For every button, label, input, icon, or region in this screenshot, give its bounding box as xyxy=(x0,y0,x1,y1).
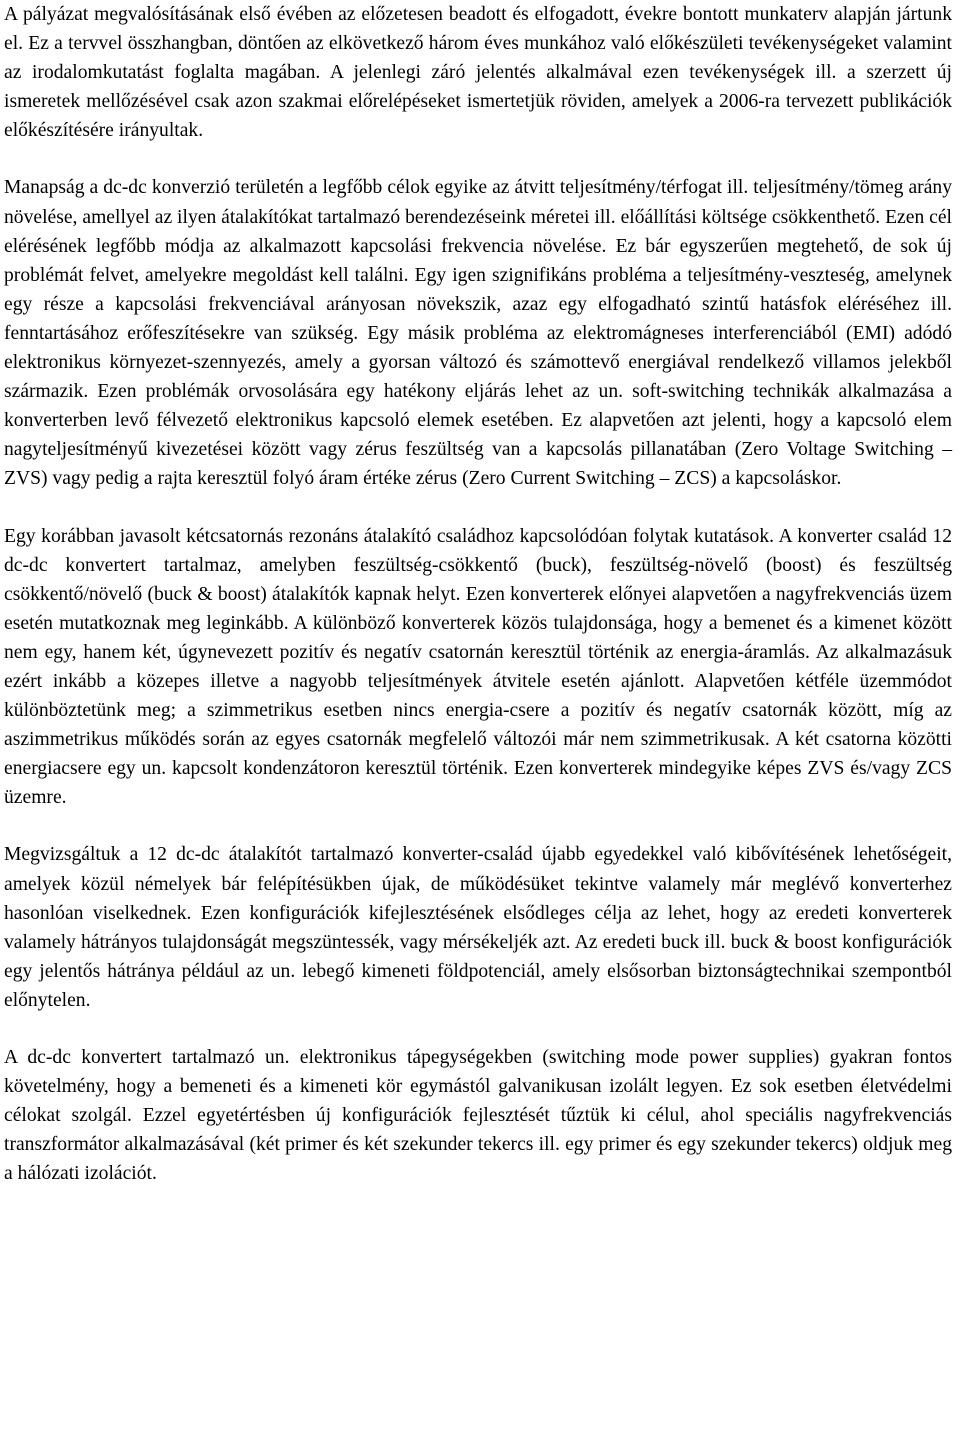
paragraph-5: A dc-dc konvertert tartalmazó un. elektronikus tápegységekben (switching mode power supplies) gyakran fontos követelmény, hogy a bemeneti és a kimeneti kör egymástól galvanikusan izolált legyen. Ez sok esetben életvédelmi célokat szolgál. Ezzel egyetértésben új konfigurációk fejlesztését tűztük ki célul, ahol speciális nagyfrekvenciás transzformátor alkalmazásával (két primer és két szekunder tekercs ill. egy primer és egy szekunder tekercs) oldjuk meg a hálózati izolációt. xyxy=(4,1047,952,1185)
paragraph-3: Egy korábban javasolt kétcsatornás rezonáns átalakító családhoz kapcsolódóan folytak kutatások. A konverter család 12 dc-dc konvertert tartalmaz, amelyben feszültség-csökkentő (buck), feszültség-növelő (boost) és feszültség csökkentő/növelő (buck & boost) átalakítók kapnak helyt. Ezen konverterek előnyei alapvetően a nagyfrekvenciás üzem esetén mutatkoznak meg leginkább. A különböző konverterek közös tulajdonsága, hogy a bemenet és a kimenet között nem egy, hanem két, úgynevezett pozitív és negatív csatornán keresztül történik az energia-áramlás. Az alkalmazásuk ezért inkább a közepes illetve a nagyobb teljesítmények átvitele esetén ajánlott. Alapvetően kétféle üzemmódot különböztetünk meg; a szimmetrikus esetben nincs energia-csere a pozitív és negatív csatornák között, míg az aszimmetrikus működés során az egyes csatornák megfelelő változói már nem szimmetrikusak. A két csatorna közötti energiacsere egy un. kapcsolt kondenzátoron keresztül történik. Ezen konverterek mindegyike képes ZVS és/vagy ZCS üzemre. xyxy=(4,525,952,809)
paragraph-1: A pályázat megvalósításának első évében az előzetesen beadott és elfogadott, évekre bontott munkaterv alapján jártunk el. Ez a tervvel összhangban, döntően az elkövetkező három éves munkához való előkészületi tevékenységeket valamint az irodalomkutatást foglalta magában. A jelenlegi záró jelentés alkalmával ezen tevékenységek ill. a szerzett új ismeretek mellőzésével csak azon szakmai előrelépéseket ismertetjük röviden, amelyek a 2006-ra tervezett publikációk előkészítésére irányultak. xyxy=(4,4,952,142)
paragraph-4: Megvizsgáltuk a 12 dc-dc átalakítót tartalmazó konverter-család újabb egyedekkel való kibővítésének lehetőségeit, amelyek közül némelyek bár felépítésükben újak, de működésüket tekintve valamely már meglévő konverterhez hasonlóan viselkednek. Ezen konfigurációk kifejlesztésének elsődleges célja az lehet, hogy az eredeti konverterek valamely hátrányos tulajdonságát megszüntessék, vagy mérsékeljék azt. Az eredeti buck ill. buck & boost konfigurációk egy jelentős hátránya például az un. lebegő kimeneti földpotenciál, amely elsősorban biztonságtechnikai szempontból előnytelen. xyxy=(4,844,952,1011)
document-page xyxy=(4,0,952,1188)
paragraph-2: Manapság a dc-dc konverzió területén a legfőbb célok egyike az átvitt teljesítmény/térfogat ill. teljesítmény/tömeg arány növelése, amellyel az ilyen átalakítókat tartalmazó berendezéseink méretei ill. előállítási költsége csökkenthető. Ezen cél elérésének legfőbb módja az alkalmazott kapcsolási frekvencia növelése. Ez bár egyszerűen megtehető, de sok új problémát felvet, amelyekre megoldást kell találni. Egy igen szignifikáns probléma a teljesítmény-veszteség, amelynek egy része a kapcsolási frekvenciával arányosan növekszik, azaz egy elfogadható szintű hatásfok eléréséhez ill. fenntartásához erőfeszítésekre van szükség. Egy másik probléma az elektromágneses interferenciából (EMI) adódó elektronikus környezet-szennyezés, amely a gyorsan változó és számottevő energiával rendelkező villamos jelekből származik. Ezen problémák orvosolására egy hatékony eljárás lehet az un. soft-switching technikák alkalmazása a konverterben levő félvezető elektronikus kapcsoló elemek esetében. Ez alapvetően azt jelenti, hogy a kapcsoló elem nagyteljesítményű kivezetései között vagy zérus feszültség van a kapcsolás pillanatában (Zero Voltage Switching – ZVS) vagy pedig a rajta keresztül folyó áram értéke zérus (Zero Current Switching – ZCS) a kapcsoláskor. xyxy=(4,177,952,490)
